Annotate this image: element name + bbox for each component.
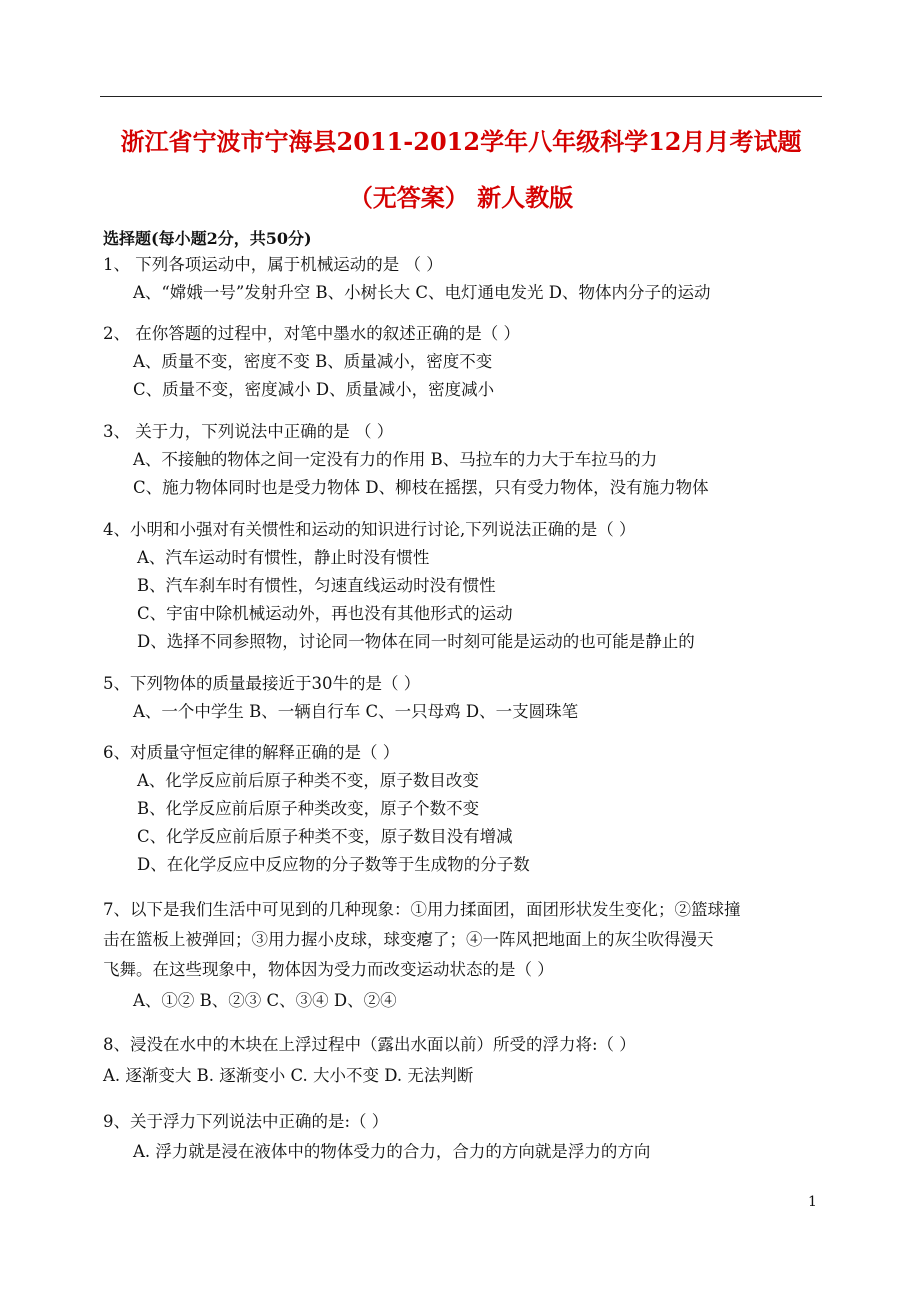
question-4-option-a: A、汽车运动时有惯性，静止时没有惯性 bbox=[137, 548, 430, 567]
question-3-options-cd: C、施力物体同时也是受力物体 D、柳枝在摇摆，只有受力物体，没有施力物体 bbox=[133, 478, 709, 497]
question-7-options: A、①② B、②③ C、③④ D、②④ bbox=[133, 991, 397, 1010]
question-4-option-d: D、选择不同参照物，讨论同一物体在同一时刻可能是运动的也可能是静止的 bbox=[137, 632, 695, 651]
question-2-stem: 2、 在你答题的过程中，对笔中墨水的叙述正确的是（ ） bbox=[103, 324, 520, 343]
question-1-stem: 1、 下列各项运动中，属于机械运动的是 （ ） bbox=[103, 255, 443, 274]
question-3-stem: 3、 关于力，下列说法中正确的是 （ ） bbox=[103, 422, 394, 441]
section-heading: 选择题(每小题2分，共50分) bbox=[103, 229, 312, 248]
question-6-stem: 6、对质量守恒定律的解释正确的是（ ） bbox=[103, 743, 400, 762]
question-8-stem: 8、浸没在水中的木块在上浮过程中（露出水面以前）所受的浮力将:（ ） bbox=[103, 1035, 636, 1054]
question-5-options: A、一个中学生 B、一辆自行车 C、一只母鸡 D、一支圆珠笔 bbox=[133, 702, 579, 721]
question-2-options-ab: A、质量不变，密度不变 B、质量减小，密度不变 bbox=[133, 352, 493, 371]
question-4-option-c: C、宇宙中除机械运动外，再也没有其他形式的运动 bbox=[137, 604, 513, 623]
question-8-options: A. 逐渐变大 B. 逐渐变小 C. 大小不变 D. 无法判断 bbox=[103, 1066, 474, 1085]
page-number: 1 bbox=[808, 1194, 817, 1210]
question-6-option-b: B、化学反应前后原子种类改变，原子个数不变 bbox=[137, 799, 480, 818]
question-3-options-ab: A、不接触的物体之间一定没有力的作用 B、马拉车的力大于车拉马的力 bbox=[133, 450, 658, 469]
question-6-option-a: A、化学反应前后原子种类不变，原子数目改变 bbox=[137, 771, 479, 790]
question-1-options: A、“嫦娥一号”发射升空 B、小树长大 C、电灯通电发光 D、物体内分子的运动 bbox=[133, 283, 711, 302]
question-5-stem: 5、下列物体的质量最接近于30牛的是（ ） bbox=[103, 674, 421, 693]
question-9-stem: 9、关于浮力下列说法中正确的是:（ ） bbox=[103, 1112, 389, 1131]
question-7-stem-line-2: 击在篮板上被弹回；③用力握小皮球，球变瘪了；④一阵风把地面上的灰尘吹得漫天 bbox=[103, 930, 714, 949]
document-title-line-1: 浙江省宁波市宁海县2011-2012学年八年级科学12月月考试题 bbox=[120, 127, 802, 156]
question-6-option-c: C、化学反应前后原子种类不变，原子数目没有增减 bbox=[137, 827, 513, 846]
document-title-line-2: （无答案） 新人教版 bbox=[348, 183, 574, 212]
question-7-stem-line-1: 7、以下是我们生活中可见到的几种现象：①用力揉面团，面团形状发生变化；②篮球撞 bbox=[103, 900, 741, 919]
question-2-options-cd: C、质量不变，密度减小 D、质量减小，密度减小 bbox=[133, 380, 495, 399]
question-4-option-b: B、汽车刹车时有惯性，匀速直线运动时没有惯性 bbox=[137, 576, 496, 595]
question-7-stem-line-3: 飞舞。在这些现象中，物体因为受力而改变运动状态的是（ ） bbox=[103, 960, 554, 979]
question-4-stem: 4、小明和小强对有关惯性和运动的知识进行讨论,下列说法正确的是（ ） bbox=[103, 520, 636, 539]
question-6-option-d: D、在化学反应中反应物的分子数等于生成物的分子数 bbox=[137, 855, 530, 874]
header-rule bbox=[100, 96, 822, 97]
question-9-option-a: A. 浮力就是浸在液体中的物体受力的合力，合力的方向就是浮力的方向 bbox=[133, 1142, 651, 1161]
